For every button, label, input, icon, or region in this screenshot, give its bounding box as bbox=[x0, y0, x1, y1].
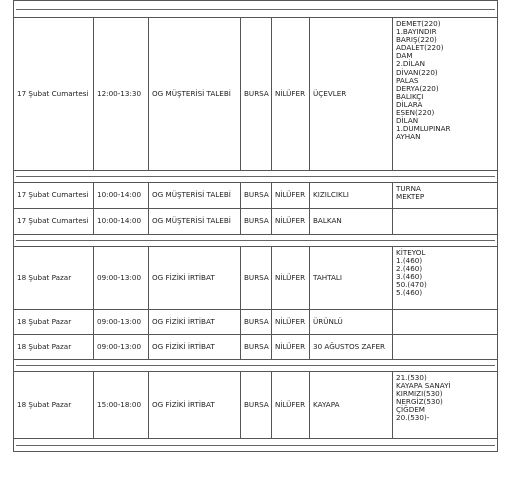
street-name: MEKTEP bbox=[396, 192, 425, 202]
street-name: KIRMIZI(530) bbox=[396, 389, 443, 399]
street-name: KAYAPA SANAYİ bbox=[396, 381, 451, 391]
date-cell: 18 Şubat Pazar bbox=[14, 310, 94, 335]
street-name: KİTEYOL bbox=[396, 248, 426, 257]
table-body bbox=[14, 1, 498, 452]
street-name: DERYA(220) bbox=[396, 83, 439, 93]
street-name: 1.BAYINDIR bbox=[396, 27, 437, 37]
separator-row bbox=[14, 171, 498, 183]
streets-cell bbox=[393, 18, 498, 171]
separator-line bbox=[16, 176, 495, 177]
separator-row bbox=[14, 235, 498, 247]
street-name: 21.(530) bbox=[396, 373, 427, 382]
district-cell: NİLÜFER bbox=[272, 372, 310, 439]
district-cell: NİLÜFER bbox=[272, 18, 310, 171]
reason-cell: OG MÜŞTERİSİ TALEBİ bbox=[149, 18, 241, 171]
neighborhood-cell: KAYAPA bbox=[310, 372, 393, 439]
street-name: 1.DUMLUPINAR bbox=[396, 124, 451, 134]
power-outage-table bbox=[13, 0, 498, 452]
city-cell: BURSA bbox=[241, 18, 272, 171]
time-cell: 12:00-13:30 bbox=[94, 18, 149, 171]
separator-cell bbox=[14, 360, 498, 372]
neighborhood-cell: BALKAN bbox=[310, 209, 393, 235]
street-name: DİLARA bbox=[396, 99, 423, 109]
street-name: 3.(460) bbox=[396, 272, 423, 282]
neighborhood-cell: KIZILCIKLI bbox=[310, 183, 393, 209]
time-cell: 15:00-18:00 bbox=[94, 372, 149, 439]
neighborhood-cell: 30 AĞUSTOS ZAFER bbox=[310, 335, 393, 360]
street-name: DİLAN bbox=[396, 116, 419, 126]
reason-cell: OG FİZİKİ İRTİBAT bbox=[149, 372, 241, 439]
separator-row bbox=[14, 439, 498, 452]
neighborhood-cell: ÜÇEVLER bbox=[310, 18, 393, 171]
separator-row bbox=[14, 360, 498, 372]
date-cell: 17 Şubat Cumartesi bbox=[14, 209, 94, 235]
street-name: 50.(470) bbox=[396, 280, 427, 290]
city-cell: BURSA bbox=[241, 247, 272, 310]
street-name: DEMET(220) bbox=[396, 19, 441, 28]
city-cell: BURSA bbox=[241, 209, 272, 235]
streets-cell bbox=[393, 209, 498, 235]
streets-cell bbox=[393, 183, 498, 209]
street-name: BARIŞ(220) bbox=[396, 35, 437, 45]
city-cell: BURSA bbox=[241, 372, 272, 439]
street-name: AYHAN bbox=[396, 132, 421, 142]
streets-cell bbox=[393, 247, 498, 310]
district-cell: NİLÜFER bbox=[272, 310, 310, 335]
street-name: ESEN(220) bbox=[396, 108, 435, 118]
street-name: TURNA bbox=[396, 184, 421, 193]
outage-row bbox=[14, 247, 498, 310]
date-cell: 18 Şubat Pazar bbox=[14, 247, 94, 310]
streets-cell bbox=[393, 310, 498, 335]
district-cell: NİLÜFER bbox=[272, 183, 310, 209]
reason-cell: OG FİZİKİ İRTİBAT bbox=[149, 335, 241, 360]
separator-row bbox=[14, 1, 498, 18]
street-name: PALAS bbox=[396, 75, 419, 85]
separator-cell bbox=[14, 439, 498, 452]
time-cell: 09:00-13:00 bbox=[94, 335, 149, 360]
date-cell: 18 Şubat Pazar bbox=[14, 335, 94, 360]
city-cell: BURSA bbox=[241, 310, 272, 335]
street-name: ÇİĞDEM bbox=[396, 405, 425, 415]
street-name: BALIKÇI bbox=[396, 91, 424, 101]
district-cell: NİLÜFER bbox=[272, 335, 310, 360]
street-name: 5.(460) bbox=[396, 288, 423, 298]
separator-cell bbox=[14, 1, 498, 18]
reason-cell: OG FİZİKİ İRTİBAT bbox=[149, 247, 241, 310]
street-name: 2.(460) bbox=[396, 264, 423, 274]
separator-line bbox=[16, 9, 495, 10]
outage-row bbox=[14, 310, 498, 335]
date-cell: 17 Şubat Cumartesi bbox=[14, 18, 94, 171]
separator-line bbox=[16, 240, 495, 241]
neighborhood-cell: TAHTALI bbox=[310, 247, 393, 310]
streets-cell bbox=[393, 335, 498, 360]
neighborhood-cell: ÜRÜNLÜ bbox=[310, 310, 393, 335]
separator-line bbox=[16, 445, 495, 446]
date-cell: 18 Şubat Pazar bbox=[14, 372, 94, 439]
time-cell: 10:00-14:00 bbox=[94, 183, 149, 209]
street-name: 1.(460) bbox=[396, 256, 423, 266]
district-cell: NİLÜFER bbox=[272, 247, 310, 310]
city-cell: BURSA bbox=[241, 335, 272, 360]
street-name: 20.(530)- bbox=[396, 413, 430, 423]
street-name: 2.DİLAN bbox=[396, 59, 425, 69]
city-cell: BURSA bbox=[241, 183, 272, 209]
outage-row bbox=[14, 335, 498, 360]
time-cell: 09:00-13:00 bbox=[94, 247, 149, 310]
outage-row bbox=[14, 18, 498, 171]
time-cell: 09:00-13:00 bbox=[94, 310, 149, 335]
reason-cell: OG FİZİKİ İRTİBAT bbox=[149, 310, 241, 335]
reason-cell: OG MÜŞTERİSİ TALEBİ bbox=[149, 209, 241, 235]
reason-cell: OG MÜŞTERİSİ TALEBİ bbox=[149, 183, 241, 209]
outage-row bbox=[14, 183, 498, 209]
time-cell: 10:00-14:00 bbox=[94, 209, 149, 235]
separator-cell bbox=[14, 171, 498, 183]
street-name: ADALET(220) bbox=[396, 43, 444, 53]
outage-row bbox=[14, 209, 498, 235]
separator-cell bbox=[14, 235, 498, 247]
district-cell: NİLÜFER bbox=[272, 209, 310, 235]
street-name: NERGİZ(530) bbox=[396, 397, 443, 407]
separator-line bbox=[16, 365, 495, 366]
street-name: DİVAN(220) bbox=[396, 67, 438, 77]
outage-row bbox=[14, 372, 498, 439]
street-name: DAM bbox=[396, 51, 413, 61]
streets-cell bbox=[393, 372, 498, 439]
date-cell: 17 Şubat Cumartesi bbox=[14, 183, 94, 209]
